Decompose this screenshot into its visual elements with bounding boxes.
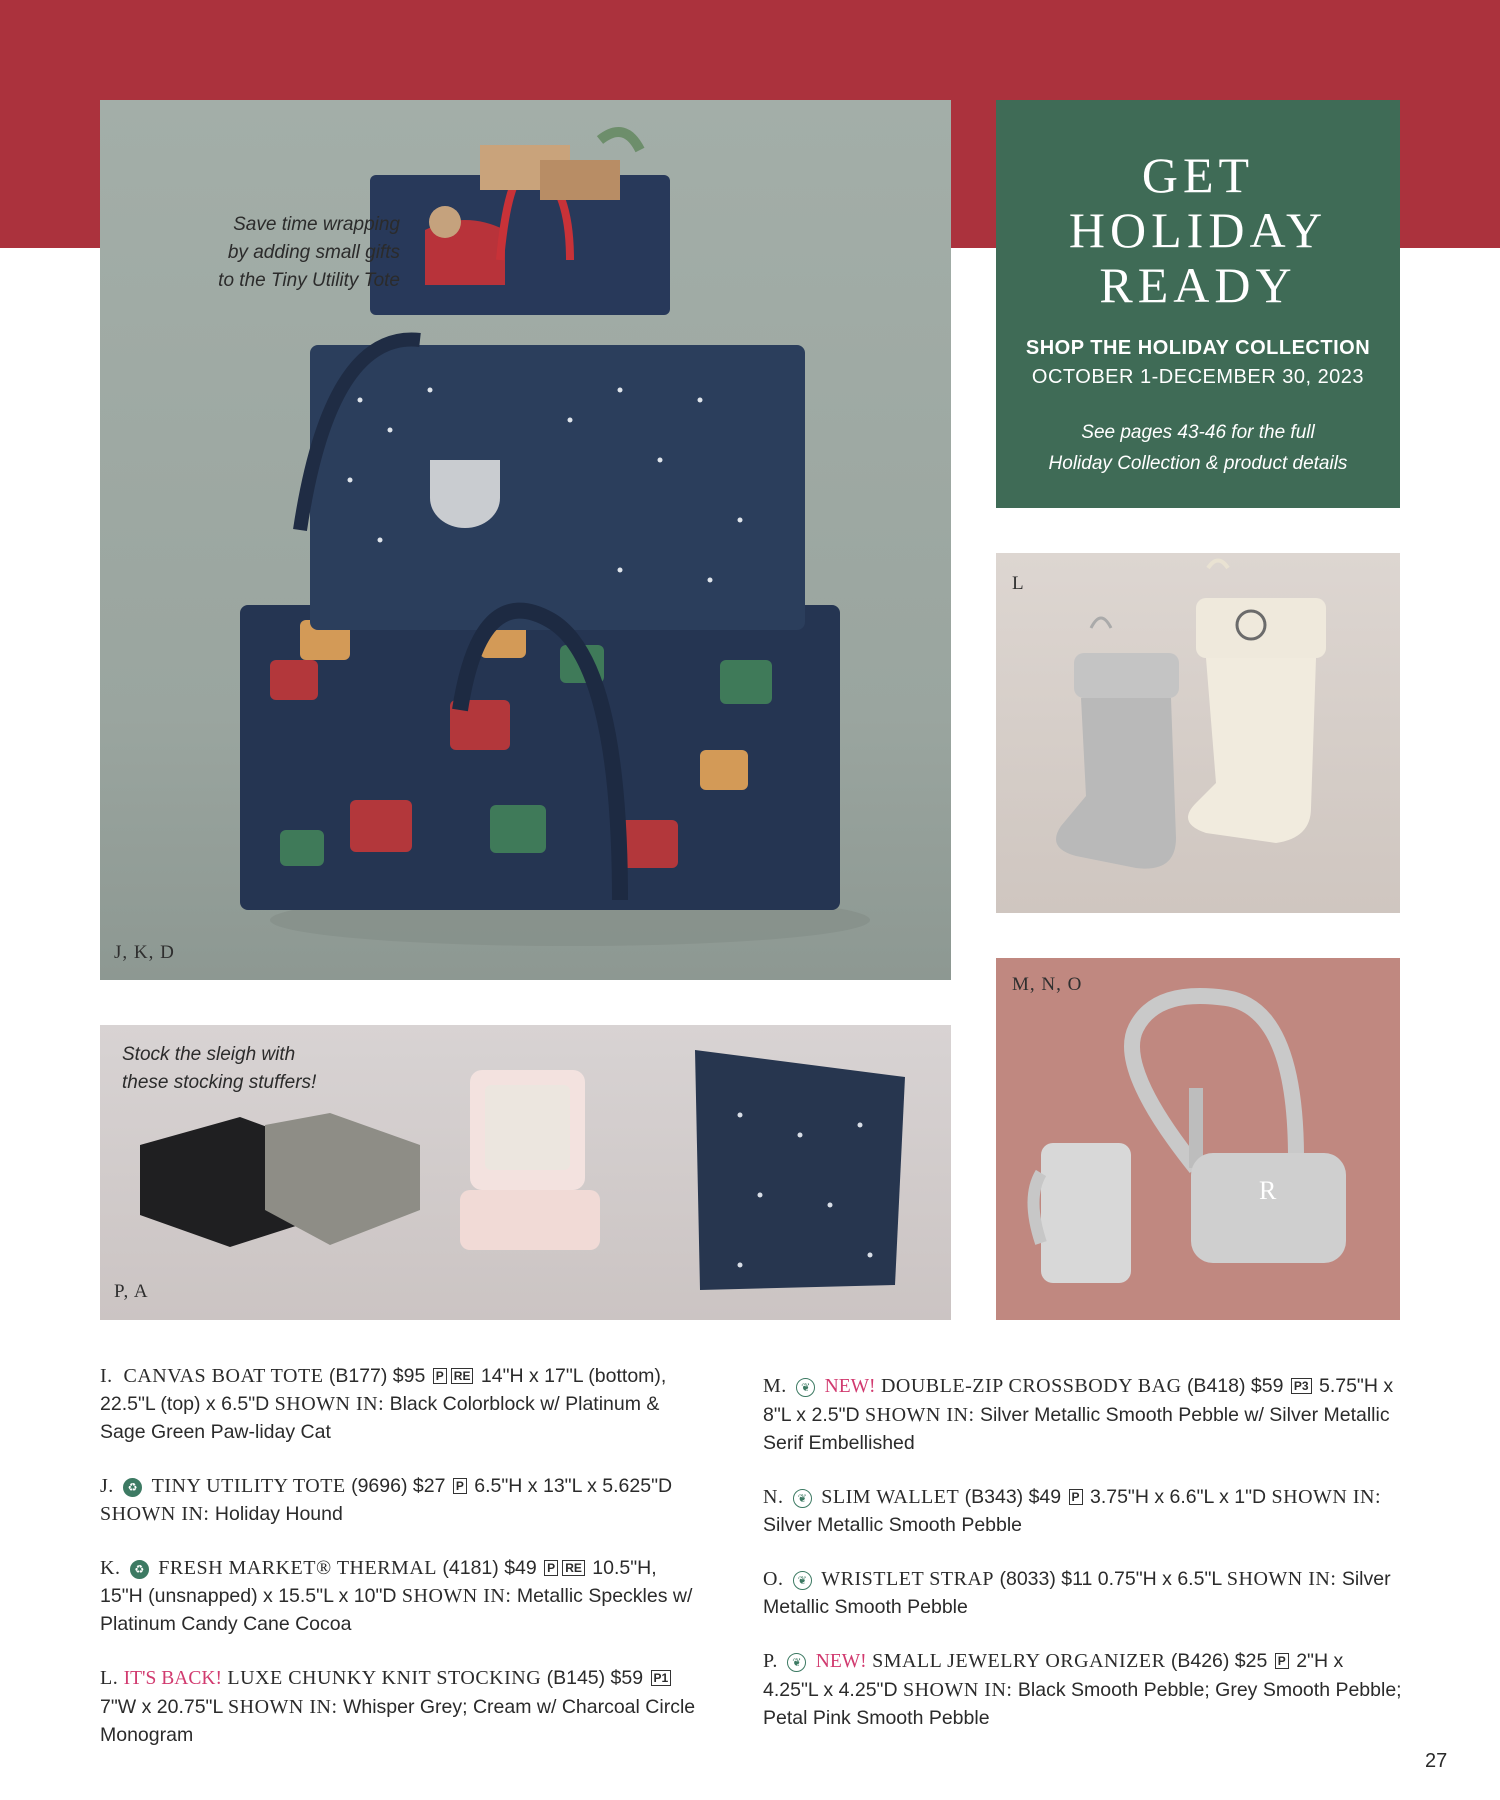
product-name: SLIM WALLET [821,1486,960,1508]
leaf-icon: ❦ [787,1653,806,1672]
re-badge: RE [451,1368,474,1384]
product-item-m: M. ❦ NEW! DOUBLE-ZIP CROSSBODY BAG (B418) $59 P3 5.75"H x 8"L x 2.5"D SHOWN IN: Silver Metallic Smooth Pebble w/ Silver Metallic Serif Embellished [763,1375,1394,1454]
flag-label: NEW! [824,1376,876,1397]
flag-label: NEW! [815,1651,867,1672]
flag-label: IT'S BACK! [123,1668,222,1689]
product-name: DOUBLE-ZIP CROSSBODY BAG [880,1375,1182,1397]
leaf-icon: ❦ [793,1489,812,1508]
photo-tag-crossbody: M, N, O [1012,974,1083,995]
product-name: WRISTLET STRAP [821,1568,995,1590]
crossbody-photo [996,958,1400,1320]
product-item-l: L. IT'S BACK! LUXE CHUNKY KNIT STOCKING (B145) $59 P1 7"W x 20.75"L SHOWN IN: Whisper Grey; Cream w/ Charcoal Circle Monogram [100,1667,696,1746]
personalize-badge: P [544,1560,558,1576]
photo-tag-jewelry: P, A [114,1281,149,1302]
product-item-j: J. ♻ TINY UTILITY TOTE (9696) $27 P 6.5"H x 13"L x 5.625"D SHOWN IN: Holiday Hound [100,1475,673,1525]
recycle-icon: ♻ [123,1478,142,1497]
product-name: LUXE CHUNKY KNIT STOCKING [227,1667,542,1689]
promo-note: See pages 43-46 for the full Holiday Collection & product details [1048,422,1348,474]
recycle-icon: ♻ [130,1560,149,1579]
personalize-badge: P [453,1478,467,1494]
product-name: CANVAS BOAT TOTE [123,1365,324,1387]
photo-tag-main: J, K, D [114,942,175,963]
stockings-illustration [996,553,1400,913]
monogram-letter: R [1259,1176,1277,1205]
leaf-icon: ❦ [793,1571,812,1590]
stocking-photo [996,553,1400,913]
product-list-right [763,1372,1403,1758]
page-number: 27 [1425,1750,1448,1772]
re-badge: RE [562,1560,585,1576]
holiday-promo-box [996,100,1400,508]
leaf-icon: ❦ [796,1378,815,1397]
jewelry-photo [100,1025,951,1320]
product-item-i: I. CANVAS BOAT TOTE (B177) $95 P RE 14"H x 17"L (bottom), 22.5"L (top) x 6.5"D SHOWN IN: Black Colorblock w/ Platinum & Sage Green Paw-liday Cat [100,1365,667,1443]
promo-dates: OCTOBER 1-DECEMBER 30, 2023 [1031,366,1365,388]
product-name: FRESH MARKET® THERMAL [158,1557,437,1579]
promo-title: GET HOLIDAY READY [1068,147,1328,313]
product-list-left [100,1362,700,1775]
personalize-badge: P1 [651,1670,672,1686]
product-name: SMALL JEWELRY ORGANIZER [872,1650,1166,1672]
personalize-badge: P [433,1368,447,1384]
product-item-k: K. ♻ FRESH MARKET® THERMAL (4181) $49 P RE 10.5"H, 15"H (unsnapped) x 15.5"L x 10"D SHOWN IN: Metallic Speckles w/ Platinum Candy Cane Cocoa [100,1557,693,1635]
product-item-o: O. ❦ WRISTLET STRAP (8033) $11 0.75"H x 6.5"L SHOWN IN: Silver Metallic Smooth Pebble [763,1568,1391,1618]
personalize-badge: P [1275,1653,1289,1669]
personalize-badge: P [1069,1489,1083,1505]
promo-shop-line: SHOP THE HOLIDAY COLLECTION [1025,337,1371,359]
personalize-badge: P3 [1291,1378,1312,1394]
crossbody-illustration [996,958,1400,1320]
product-item-n: N. ❦ SLIM WALLET (B343) $49 P 3.75"H x 6.6"L x 1"D SHOWN IN: Silver Metallic Smooth Pebble [763,1486,1382,1536]
product-name: TINY UTILITY TOTE [151,1475,346,1497]
product-item-p: P. ❦ NEW! SMALL JEWELRY ORGANIZER (B426) $25 P 2"H x 4.25"L x 4.25"D SHOWN IN: Black Smooth Pebble; Grey Smooth Pebble; Petal Pink Smooth Pebble [763,1650,1402,1729]
photo-tag-stocking: L [1012,573,1025,594]
jewelry-caption: Stock the sleigh with these stocking stuffers! [122,1044,317,1093]
main-product-photo [100,100,951,980]
tote-caption: Save time wrapping by adding small gifts to the Tiny Utility Tote [218,214,400,291]
